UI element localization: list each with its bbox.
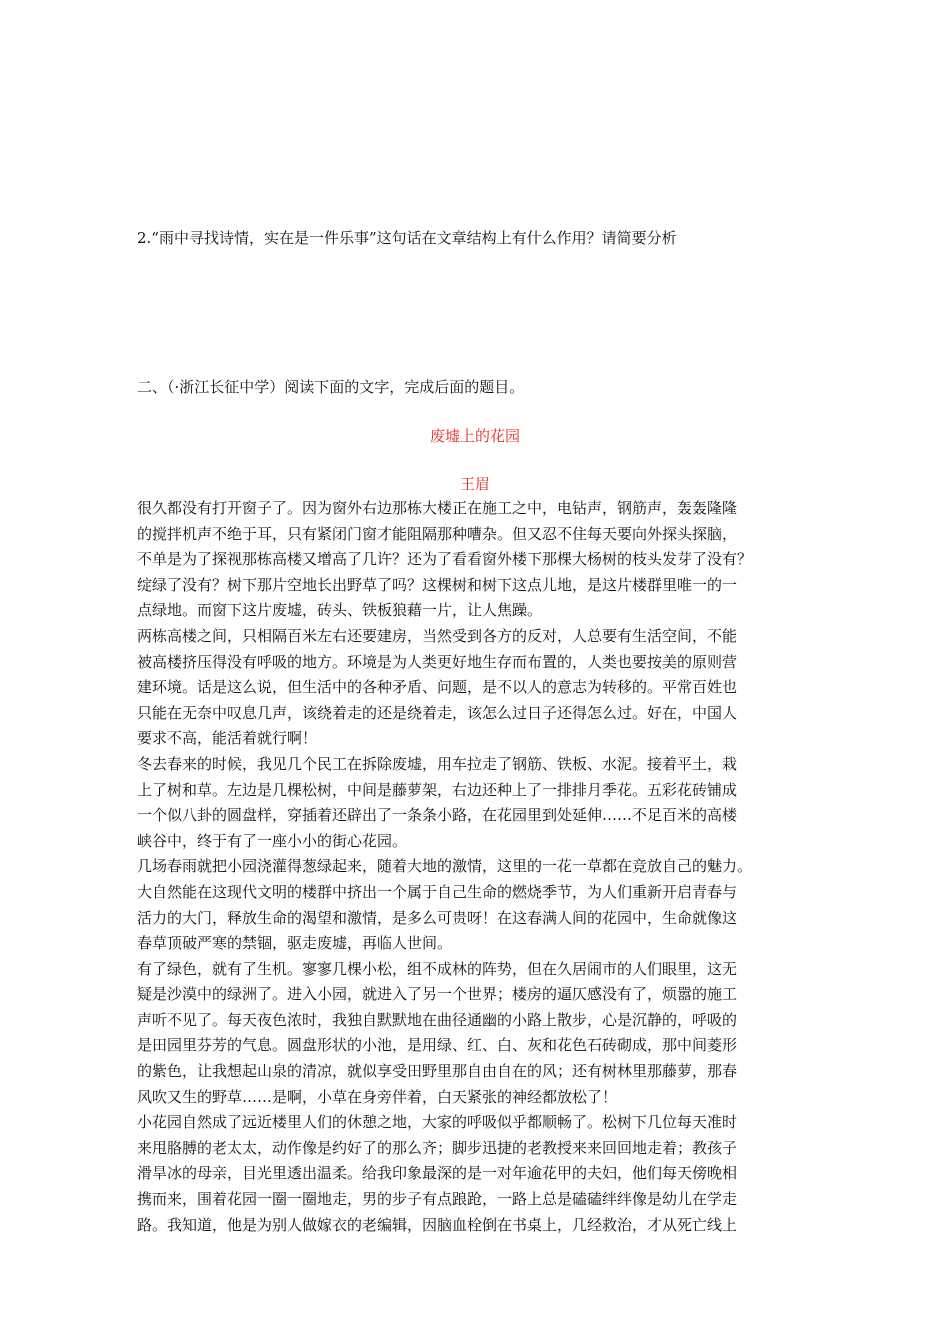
article-line: 建环境。话是这么说，但生活中的各种矛盾、问题，是不以人的意志为转移的。平常百姓也 (137, 678, 738, 697)
article-line: 携而来，围着花园一圈一圈地走，男的步子有点踉跄，一路上总是磕磕绊绊像是幼儿在学走 (137, 1190, 738, 1209)
article-line: 几场春雨就把小园浇灌得葱绿起来，随着大地的激情，这里的一花一草都在竞放自己的魅力。 (137, 857, 753, 876)
article-line: 冬去春来的时候，我见几个民工在拆除废墟，用车拉走了钢筋、铁板、水泥。接着平土，栽 (137, 754, 738, 773)
article-line: 春草顶破严寒的禁锢，驱走废墟，再临人世间。 (137, 934, 453, 953)
article-line: 的紫色，让我想起山泉的清凉，就似享受田野里那自由自在的风；还有树林里那藤萝，那春 (137, 1062, 738, 1081)
article-line: 峡谷中，终于有了一座小小的街心花园。 (137, 831, 408, 850)
article-body (137, 496, 827, 1238)
article-line: 绽绿了没有？树下那片空地长出野草了吗？这棵树和树下这点儿地，是这片楼群里唯一的一 (137, 575, 738, 594)
article-line: 活力的大门，释放生命的渴望和激情，是多么可贵呀！在这春满人间的花园中，生命就像这 (137, 908, 738, 927)
article-line: 点绿地。而窗下这片废墟，砖头、铁板狼藉一片，让人焦躁。 (137, 601, 543, 620)
article-line: 一个似八卦的圆盘样，穿插着还辟出了一条条小路，在花园里到处延伸……不足百米的高楼 (137, 806, 738, 825)
article-author: 王眉 (459, 475, 490, 493)
article-line: 声听不见了。每天夜色浓时，我独自默默地在曲径通幽的小路上散步，心是沉静的，呼吸的 (137, 1010, 738, 1029)
article-line: 被高楼挤压得没有呼吸的地方。环境是为人类更好地生存而布置的，人类也要按美的原则营 (137, 652, 738, 671)
article-line: 是田园里芬芳的气息。圆盘形状的小池，是用绿、红、白、灰和花色石砖砌成，那中间菱形 (137, 1036, 738, 1055)
question-2: 2.“雨中寻找诗情，实在是一件乐事”这句话在文章结构上有什么作用？请简要分析 (137, 229, 677, 247)
article-line: 的搅拌机声不绝于耳，只有紧闭门窗才能阻隔那种嘈杂。但又忍不住每天要向外探头探脑， (137, 524, 738, 543)
article-line: 大自然能在这现代文明的楼群中挤出一个属于自己生命的燃烧季节，为人们重新开启青春与 (137, 882, 738, 901)
article-line: 疑是沙漠中的绿洲了。进入小园，就进入了另一个世界；楼房的逼仄感没有了，烦嚣的施工 (137, 985, 738, 1004)
article-line: 来甩胳膊的老太太，动作像是约好了的那么齐；脚步迅捷的老教授来来回回地走着；教孩子 (137, 1138, 738, 1157)
article-line: 小花园自然成了远近楼里人们的休憩之地，大家的呼吸似乎都顺畅了。松树下几位每天准时 (137, 1113, 738, 1132)
section-2-heading: 二、（·浙江长征中学）阅读下面的文字，完成后面的题目。 (137, 378, 525, 396)
article-line: 滑旱冰的母亲，目光里透出温柔。给我印象最深的是一对年逾花甲的夫妇，他们每天傍晚相 (137, 1164, 738, 1183)
article-line: 只能在无奈中叹息几声，该绕着走的还是绕着走，该怎么过日子还得怎么过。好在，中国人 (137, 703, 738, 722)
article-line: 很久都没有打开窗子了。因为窗外右边那栋大楼正在施工之中，电钻声，钢筋声，轰轰隆隆 (137, 499, 738, 517)
article-line: 不单是为了探视那栋高楼又增高了几许？还为了看看窗外楼下那棵大杨树的枝头发芽了没有？ (137, 550, 753, 569)
article-line: 风吹又生的野草……是啊，小草在身旁伴着，白天紧张的神经都放松了！ (137, 1087, 618, 1106)
article-title: 废墟上的花园 (429, 427, 520, 445)
article-line: 两栋高楼之间，只相隔百米左右还要建房，当然受到各方的反对，人总要有生活空间，不能 (137, 626, 738, 645)
article-line: 要求不高，能活着就行啊！ (137, 729, 318, 748)
article-line: 有了绿色，就有了生机。寥寥几棵小松，组不成林的阵势，但在久居闹市的人们眼里，这无 (137, 959, 738, 978)
article-line: 上了树和草。左边是几棵松树，中间是藤萝架，右边还种上了一排排月季花。五彩花砖铺成 (137, 780, 738, 799)
article-line: 路。我知道，他是为别人做嫁衣的老编辑，因脑血栓倒在书桌上，几经救治，才从死亡线上 (137, 1215, 738, 1234)
